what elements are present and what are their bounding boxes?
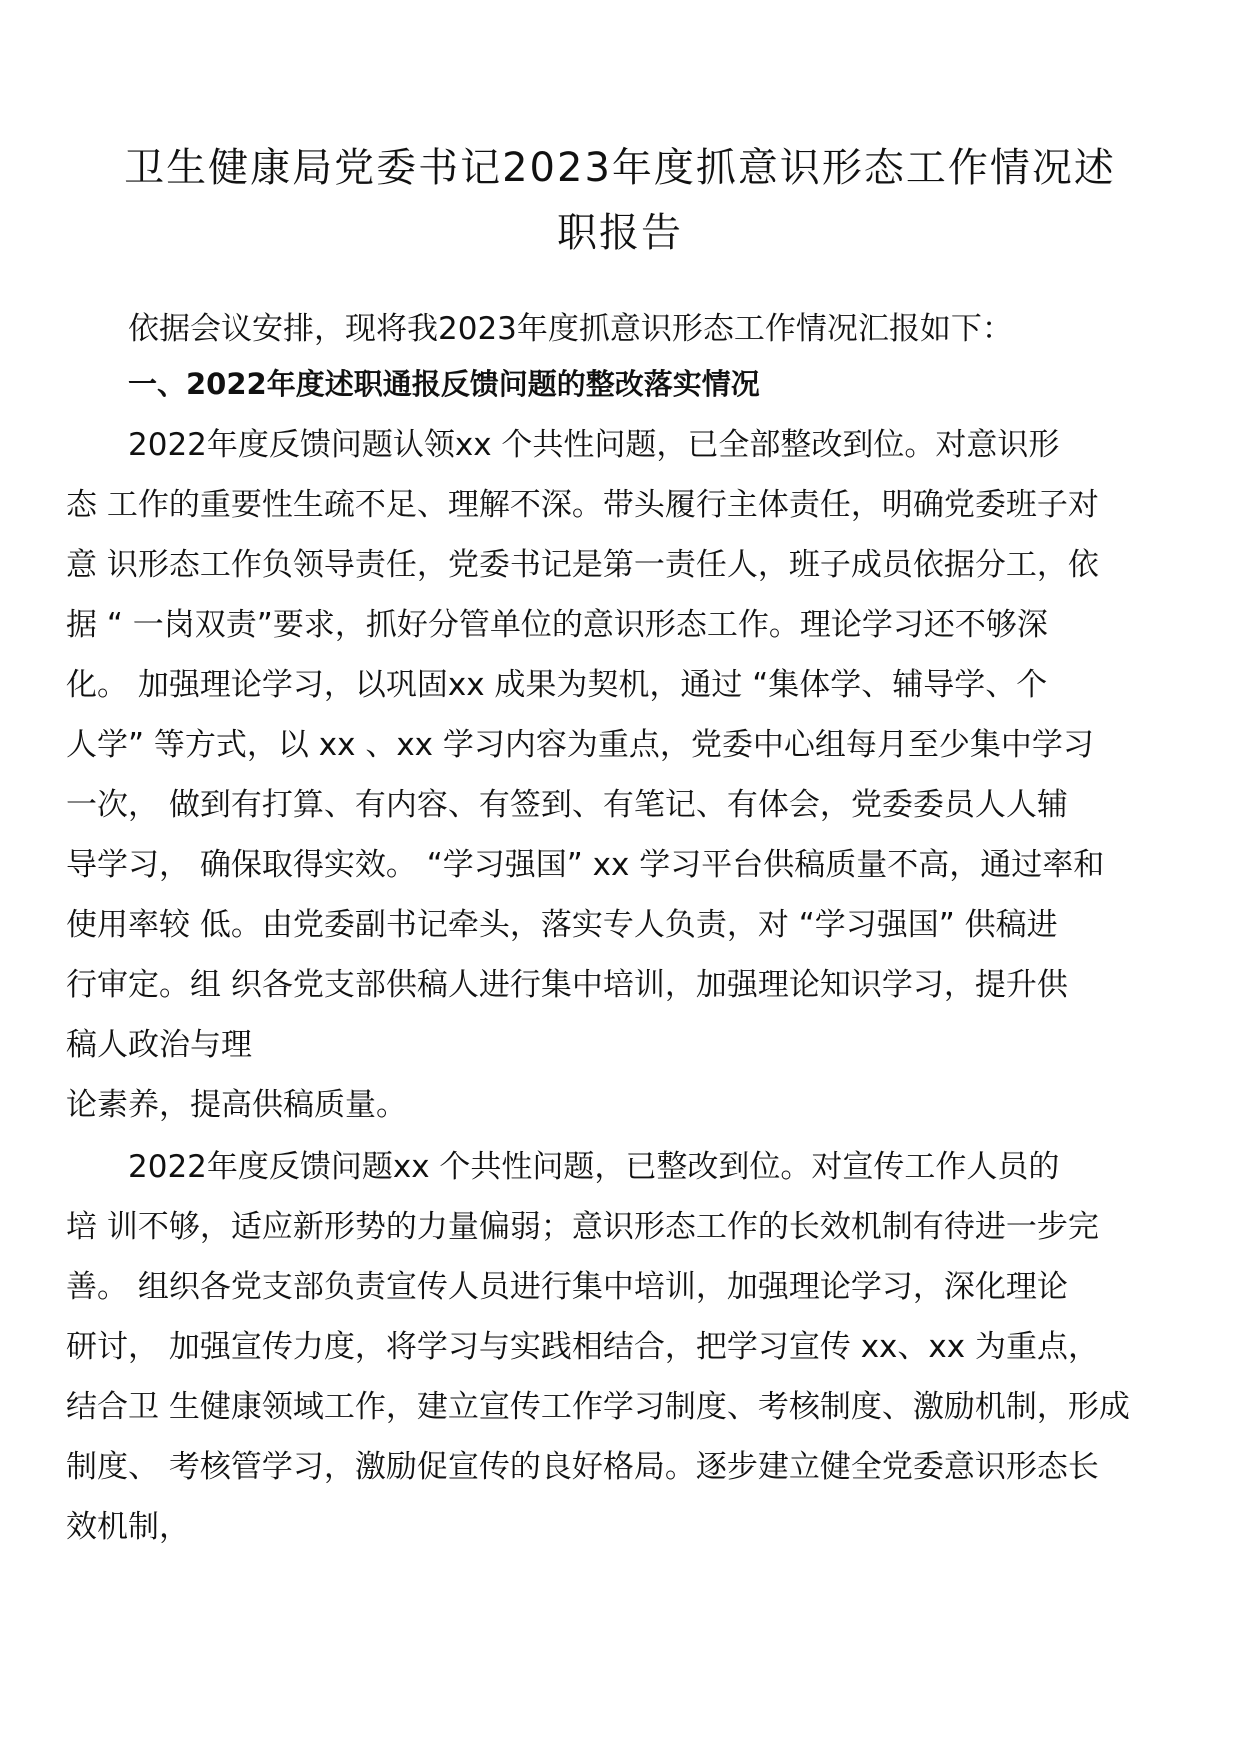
body-line: 效机制， xyxy=(66,1509,190,1545)
body-line: 2022年度反馈问题xx 个共性问题，已整改到位。对宣传工作人员的 xyxy=(128,1149,1060,1185)
body-line: 意 识形态工作负领导责任，党委书记是第一责任人，班子成员依据分工，依 xyxy=(66,547,1099,583)
body-line: 稿人政治与理 xyxy=(66,1027,252,1063)
document-title-line-2: 职报告 xyxy=(557,210,683,256)
body-line: 导学习， 确保取得实效。 “学习强国” xx 学习平台供稿质量不高，通过率和 xyxy=(66,847,1105,883)
body-line: 使用率较 低。由党委副书记牵头，落实专人负责，对 “学习强国” 供稿进 xyxy=(66,907,1058,943)
body-line: 态 工作的重要性生疏不足、理解不深。带头履行主体责任，明确党委班子对 xyxy=(66,487,1099,523)
body-line: 2022年度反馈问题认领xx 个共性问题，已全部整改到位。对意识形 xyxy=(128,427,1060,463)
body-line: 行审定。组 织各党支部供稿人进行集中培训，加强理论知识学习，提升供 xyxy=(66,967,1068,1003)
section-heading-1: 一、2022年度述职通报反馈问题的整改落实情况 xyxy=(128,367,760,401)
body-line: 据 “ 一岗双责”要求，抓好分管单位的意识形态工作。理论学习还不够深 xyxy=(66,607,1048,643)
document-title-line-1: 卫生健康局党委书记2023年度抓意识形态工作情况述 xyxy=(124,145,1116,191)
body-line: 善。 组织各党支部负责宣传人员进行集中培训，加强理论学习，深化理论 xyxy=(66,1269,1068,1305)
body-line: 一次， 做到有打算、有内容、有签到、有笔记、有体会，党委委员人人辅 xyxy=(66,787,1068,823)
body-line: 结合卫 生健康领域工作，建立宣传工作学习制度、考核制度、激励机制，形成 xyxy=(66,1389,1130,1425)
body-line: 化。 加强理论学习，以巩固xx 成果为契机，通过 “集体学、辅导学、个 xyxy=(66,667,1048,703)
body-line: 研讨， 加强宣传力度，将学习与实践相结合，把学习宣传 xx、xx 为重点， xyxy=(66,1329,1099,1365)
body-line: 论素养，提高供稿质量。 xyxy=(66,1087,407,1123)
body-line: 制度、 考核管学习，激励促宣传的良好格局。逐步建立健全党委意识形态长 xyxy=(66,1449,1099,1485)
body-line: 人学” 等方式，以 xx 、xx 学习内容为重点，党委中心组每月至少集中学习 xyxy=(66,727,1094,763)
intro-paragraph: 依据会议安排，现将我2023年度抓意识形态工作情况汇报如下： xyxy=(128,311,1013,347)
body-line: 培 训不够，适应新形势的力量偏弱；意识形态工作的长效机制有待进一步完 xyxy=(66,1209,1099,1245)
